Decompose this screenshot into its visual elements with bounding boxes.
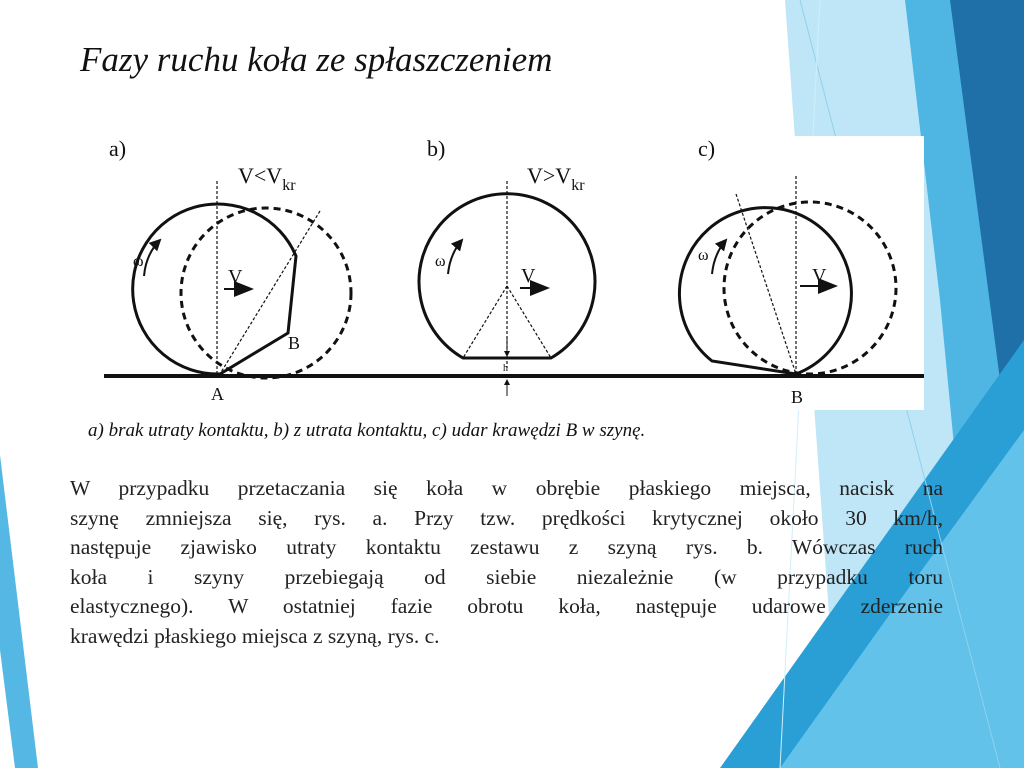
paragraph-line: W przypadku przetaczania się koła w obrębie płaskiego miejsca, nacisk na (70, 476, 943, 500)
flat-chord-line (463, 286, 507, 358)
omega-symbol: ω (435, 253, 446, 270)
wheel-flat-phases-figure (100, 136, 924, 410)
condition-sub: kr (282, 177, 296, 194)
diagonal-line (736, 194, 796, 374)
paragraph-line: następuje zjawisko utraty kontaktu zestawu z szyną rys. b. Wówczas ruch (70, 535, 943, 559)
paragraph-line: elastycznego). W ostatniej fazie obrotu koła, następuje udarowe zderzenie (70, 594, 943, 618)
panel-b (419, 136, 595, 396)
omega-symbol: ω (133, 253, 144, 270)
rotation-arrow (448, 240, 462, 274)
rotation-arrow (712, 240, 726, 274)
omega-symbol: ω (698, 247, 709, 264)
point-b-label: B (288, 333, 301, 353)
panel-c (679, 136, 896, 407)
figure-caption: a) brak utraty kontaktu, b) z utrata kontaktu, c) udar krawędzi B w szynę. (88, 420, 646, 441)
panel-a (109, 136, 351, 404)
dashed-wheel-outline (181, 208, 351, 378)
slide-title: Fazy ruchu koła ze spłaszczeniem (80, 40, 553, 79)
dashed-wheel-outline (724, 202, 896, 374)
point-a-label: A (211, 384, 224, 404)
velocity-label: V (228, 266, 243, 288)
diagonal-line (220, 211, 320, 374)
body-paragraph (70, 474, 943, 651)
paragraph-line: koła i szyny przebiegają od siebie niezależnie (w przypadku toru (70, 564, 943, 589)
panel-a-label: a) (109, 136, 127, 161)
condition-main: V>V (527, 163, 572, 188)
flattened-wheel-outline (679, 208, 851, 374)
panel-a-condition (238, 163, 296, 194)
velocity-label: V (812, 265, 827, 287)
point-b-label: B (791, 387, 804, 407)
panel-c-label: c) (698, 136, 716, 161)
panel-b-label: b) (427, 136, 446, 161)
condition-main: V<V (238, 163, 283, 188)
paragraph-line: krawędzi płaskiego miejsca z szyną, rys. c. (70, 623, 440, 648)
velocity-label: V (521, 265, 536, 287)
flat-chord-line (507, 286, 551, 358)
paragraph-line: szynę zmniejsza się, rys. a. Przy tzw. prędkości krytycznej około 30 km/h, (70, 505, 943, 530)
gap-label: h (503, 363, 508, 374)
condition-sub: kr (571, 177, 585, 194)
panel-b-condition (527, 163, 585, 194)
accent-shape-left (0, 455, 38, 768)
